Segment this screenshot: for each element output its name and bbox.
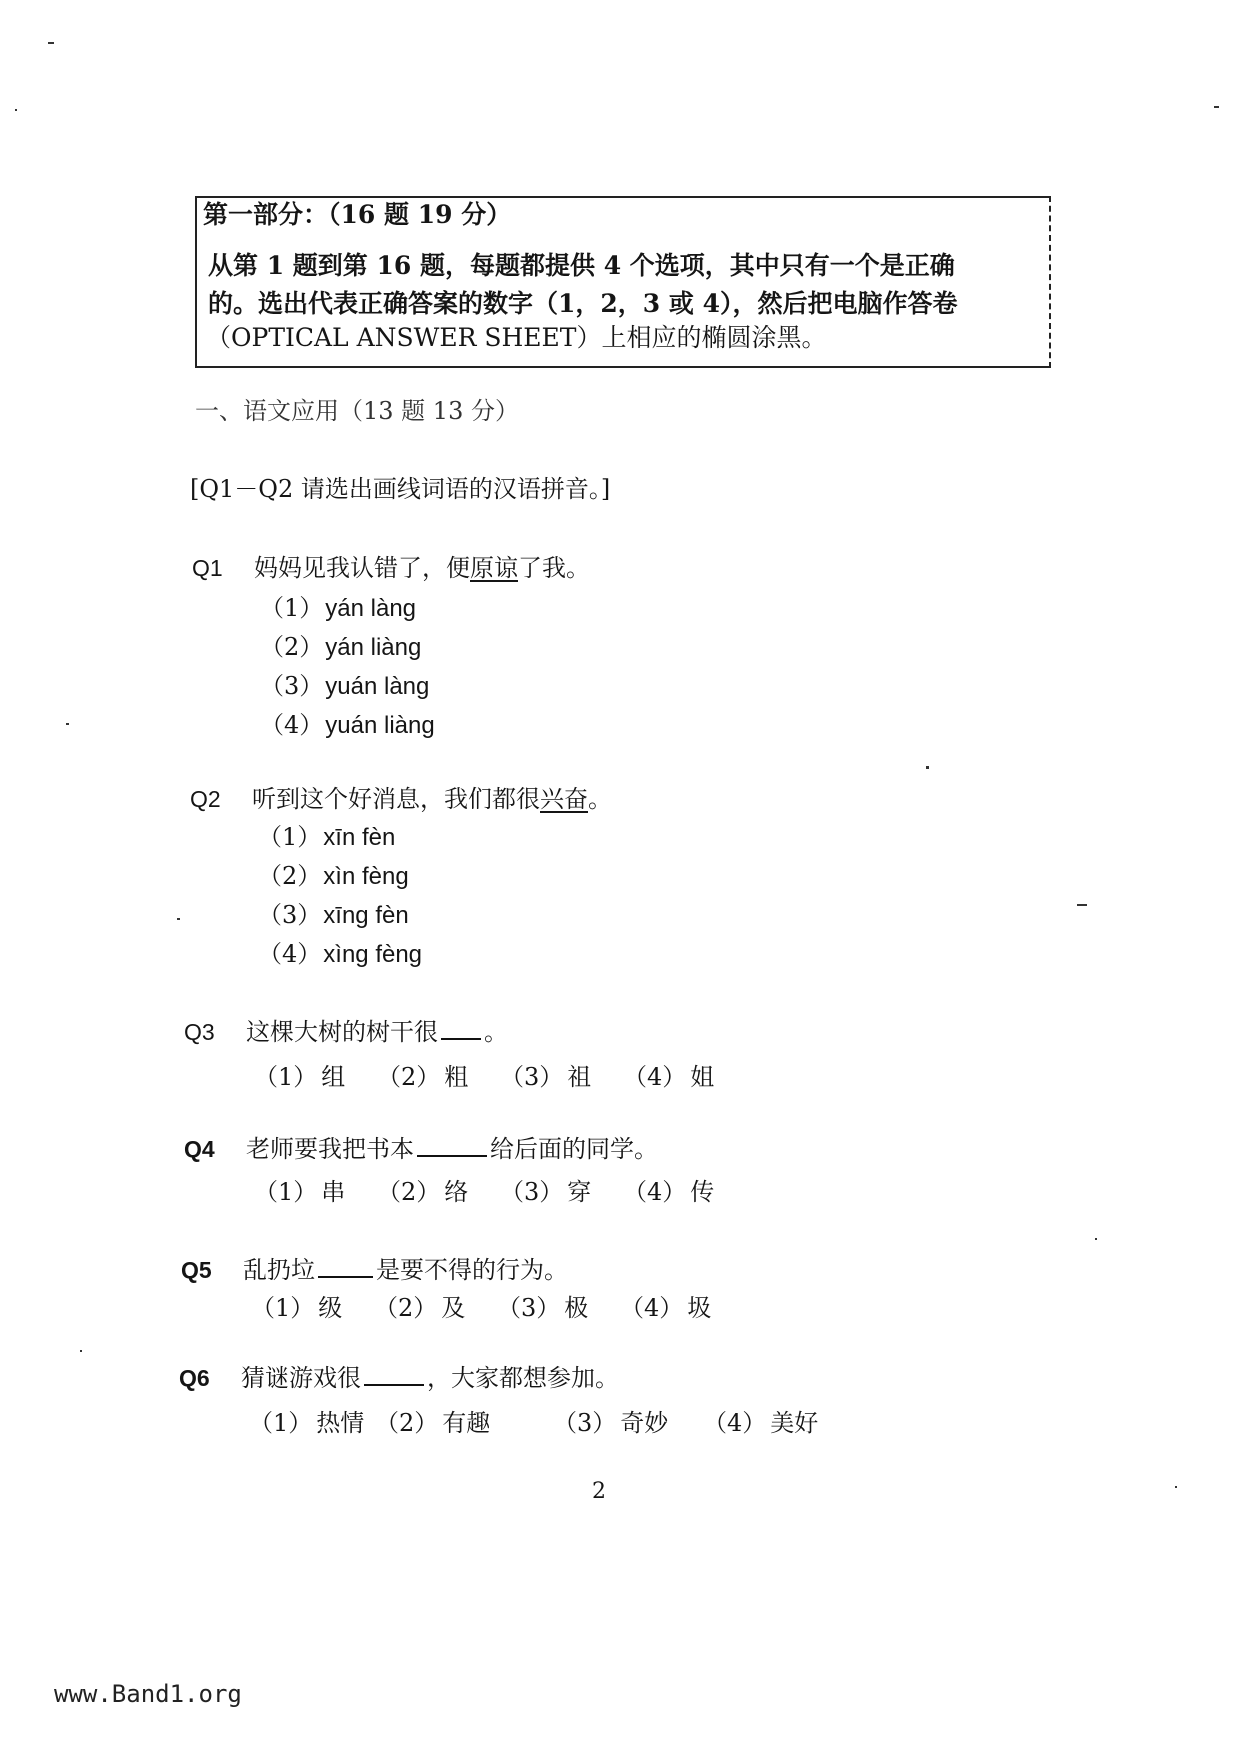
option-label: （4） bbox=[623, 1178, 687, 1206]
option-text: 奇妙 bbox=[620, 1409, 669, 1437]
stem-text: 。 bbox=[588, 785, 612, 813]
options-list bbox=[260, 593, 435, 749]
option-label: （1） bbox=[254, 1063, 318, 1091]
option-1 bbox=[254, 1177, 377, 1207]
question-stem bbox=[241, 1363, 619, 1393]
option-2 bbox=[377, 1062, 500, 1092]
option-text: 热情 bbox=[316, 1409, 365, 1437]
stem-text: 妈妈见我认错了，便 bbox=[254, 554, 470, 582]
section-heading: 第一部分：（16 题 19 分） bbox=[203, 200, 512, 229]
option-4 bbox=[260, 710, 435, 749]
option-3 bbox=[260, 671, 435, 710]
option-text: 级 bbox=[318, 1294, 343, 1322]
section-instruction-box bbox=[195, 196, 1051, 368]
option-2 bbox=[374, 1293, 497, 1323]
option-label: （3） bbox=[500, 1063, 564, 1091]
option-label: （1） bbox=[254, 1178, 318, 1206]
question-stem bbox=[252, 784, 612, 814]
option-label: （4） bbox=[260, 711, 324, 739]
option-label: （2） bbox=[375, 1409, 439, 1437]
option-label: （2） bbox=[374, 1294, 438, 1322]
option-2 bbox=[258, 861, 422, 900]
option-text: 粗 bbox=[444, 1063, 469, 1091]
options-row bbox=[249, 1408, 826, 1438]
option-text: xīn fèn bbox=[323, 824, 396, 851]
option-3 bbox=[258, 900, 422, 939]
option-text: 穿 bbox=[567, 1178, 592, 1206]
site-watermark: www.Band1.org bbox=[54, 1680, 242, 1708]
option-1 bbox=[249, 1408, 375, 1438]
stem-text: 了我。 bbox=[518, 554, 590, 582]
option-text: yán liàng bbox=[325, 634, 422, 661]
option-label: （3） bbox=[553, 1409, 617, 1437]
stem-text: 听到这个好消息，我们都很 bbox=[252, 785, 540, 813]
option-4 bbox=[620, 1293, 743, 1323]
scan-speck bbox=[1077, 904, 1087, 906]
section-instruction-line: （OPTICAL ANSWER SHEET）上相应的椭圆涂黑。 bbox=[206, 323, 827, 352]
scan-speck bbox=[66, 723, 69, 725]
option-text: 姐 bbox=[690, 1063, 715, 1091]
stem-text: 这棵大树的树干很 bbox=[246, 1018, 438, 1046]
options-row bbox=[254, 1062, 746, 1092]
stem-text: 猜谜游戏很 bbox=[241, 1364, 361, 1392]
option-4 bbox=[703, 1408, 826, 1438]
question-group-instruction: [Q1－Q2 请选出画线词语的汉语拼音。] bbox=[190, 475, 611, 503]
option-text: xīng fèn bbox=[323, 902, 409, 929]
option-3 bbox=[500, 1062, 623, 1092]
option-3 bbox=[553, 1408, 703, 1438]
option-1 bbox=[254, 1062, 377, 1092]
option-label: （1） bbox=[249, 1409, 313, 1437]
question-stem bbox=[246, 1134, 658, 1164]
question-number: Q1 bbox=[192, 555, 223, 581]
option-text: xìn fèng bbox=[323, 863, 409, 890]
option-text: 传 bbox=[690, 1178, 715, 1206]
subsection-title: 一、语文应用（13 题 13 分） bbox=[195, 397, 519, 425]
stem-text: 乱扔垃 bbox=[243, 1256, 315, 1284]
option-label: （4） bbox=[703, 1409, 767, 1437]
option-text: 络 bbox=[444, 1178, 469, 1206]
section-instruction-line: 的。选出代表正确答案的数字（1，2，3 或 4），然后把电脑作答卷 bbox=[208, 289, 958, 318]
options-row bbox=[251, 1293, 743, 1323]
option-2 bbox=[375, 1408, 553, 1438]
option-text: yuán làng bbox=[325, 673, 430, 700]
question-number: Q3 bbox=[184, 1019, 215, 1045]
option-text: yuán liàng bbox=[325, 712, 435, 739]
option-label: （3） bbox=[260, 672, 324, 700]
option-4 bbox=[258, 939, 422, 978]
question-number: Q6 bbox=[179, 1365, 210, 1391]
option-label: （4） bbox=[623, 1063, 687, 1091]
question-stem bbox=[254, 553, 590, 583]
option-label: （1） bbox=[251, 1294, 315, 1322]
option-text: 有趣 bbox=[442, 1409, 491, 1437]
scan-speck bbox=[1095, 1238, 1097, 1240]
options-list bbox=[258, 822, 422, 978]
question-number: Q2 bbox=[190, 786, 221, 812]
option-label: （2） bbox=[260, 633, 324, 661]
option-label: （3） bbox=[258, 901, 322, 929]
option-1 bbox=[258, 822, 422, 861]
option-1 bbox=[251, 1293, 374, 1323]
option-text: 及 bbox=[441, 1294, 466, 1322]
option-label: （3） bbox=[500, 1178, 564, 1206]
scan-speck bbox=[1175, 1486, 1177, 1488]
option-text: 组 bbox=[321, 1063, 346, 1091]
stem-text: 给后面的同学。 bbox=[490, 1135, 658, 1163]
answer-blank bbox=[364, 1364, 424, 1386]
stem-text: 。 bbox=[484, 1018, 508, 1046]
scan-speck bbox=[80, 1350, 82, 1352]
answer-blank bbox=[417, 1135, 487, 1157]
section-instruction-line: 从第 1 题到第 16 题，每题都提供 4 个选项，其中只有一个是正确 bbox=[208, 251, 955, 280]
question-number: Q5 bbox=[181, 1257, 212, 1283]
scan-speck bbox=[48, 42, 54, 44]
option-2 bbox=[260, 632, 435, 671]
options-row bbox=[254, 1177, 746, 1207]
option-2 bbox=[377, 1177, 500, 1207]
answer-blank bbox=[441, 1018, 481, 1040]
option-text: 祖 bbox=[567, 1063, 592, 1091]
scan-speck bbox=[926, 766, 929, 769]
question-stem bbox=[246, 1017, 508, 1047]
option-label: （1） bbox=[260, 594, 324, 622]
scan-speck bbox=[1214, 106, 1219, 108]
option-text: 串 bbox=[321, 1178, 346, 1206]
question-stem bbox=[243, 1255, 568, 1285]
option-label: （4） bbox=[620, 1294, 684, 1322]
option-label: （2） bbox=[377, 1178, 441, 1206]
underlined-word: 兴奋 bbox=[540, 785, 588, 813]
answer-blank bbox=[318, 1256, 373, 1278]
option-text: xìng fèng bbox=[323, 941, 423, 968]
option-label: （2） bbox=[377, 1063, 441, 1091]
stem-text: 是要不得的行为。 bbox=[376, 1256, 568, 1284]
option-3 bbox=[497, 1293, 620, 1323]
option-label: （3） bbox=[497, 1294, 561, 1322]
scan-speck bbox=[15, 109, 17, 111]
option-4 bbox=[623, 1177, 746, 1207]
page-number: 2 bbox=[592, 1479, 606, 1504]
option-1 bbox=[260, 593, 435, 632]
scan-speck bbox=[177, 918, 180, 920]
option-3 bbox=[500, 1177, 623, 1207]
option-label: （4） bbox=[258, 940, 322, 968]
option-label: （2） bbox=[258, 862, 322, 890]
question-number: Q4 bbox=[184, 1136, 215, 1162]
stem-text: 老师要我把书本 bbox=[246, 1135, 414, 1163]
option-label: （1） bbox=[258, 823, 322, 851]
option-text: 圾 bbox=[687, 1294, 712, 1322]
option-4 bbox=[623, 1062, 746, 1092]
option-text: yán làng bbox=[325, 595, 417, 622]
underlined-word: 原谅 bbox=[470, 554, 518, 582]
stem-text: ，大家都想参加。 bbox=[427, 1364, 619, 1392]
option-text: 美好 bbox=[770, 1409, 819, 1437]
option-text: 极 bbox=[564, 1294, 589, 1322]
